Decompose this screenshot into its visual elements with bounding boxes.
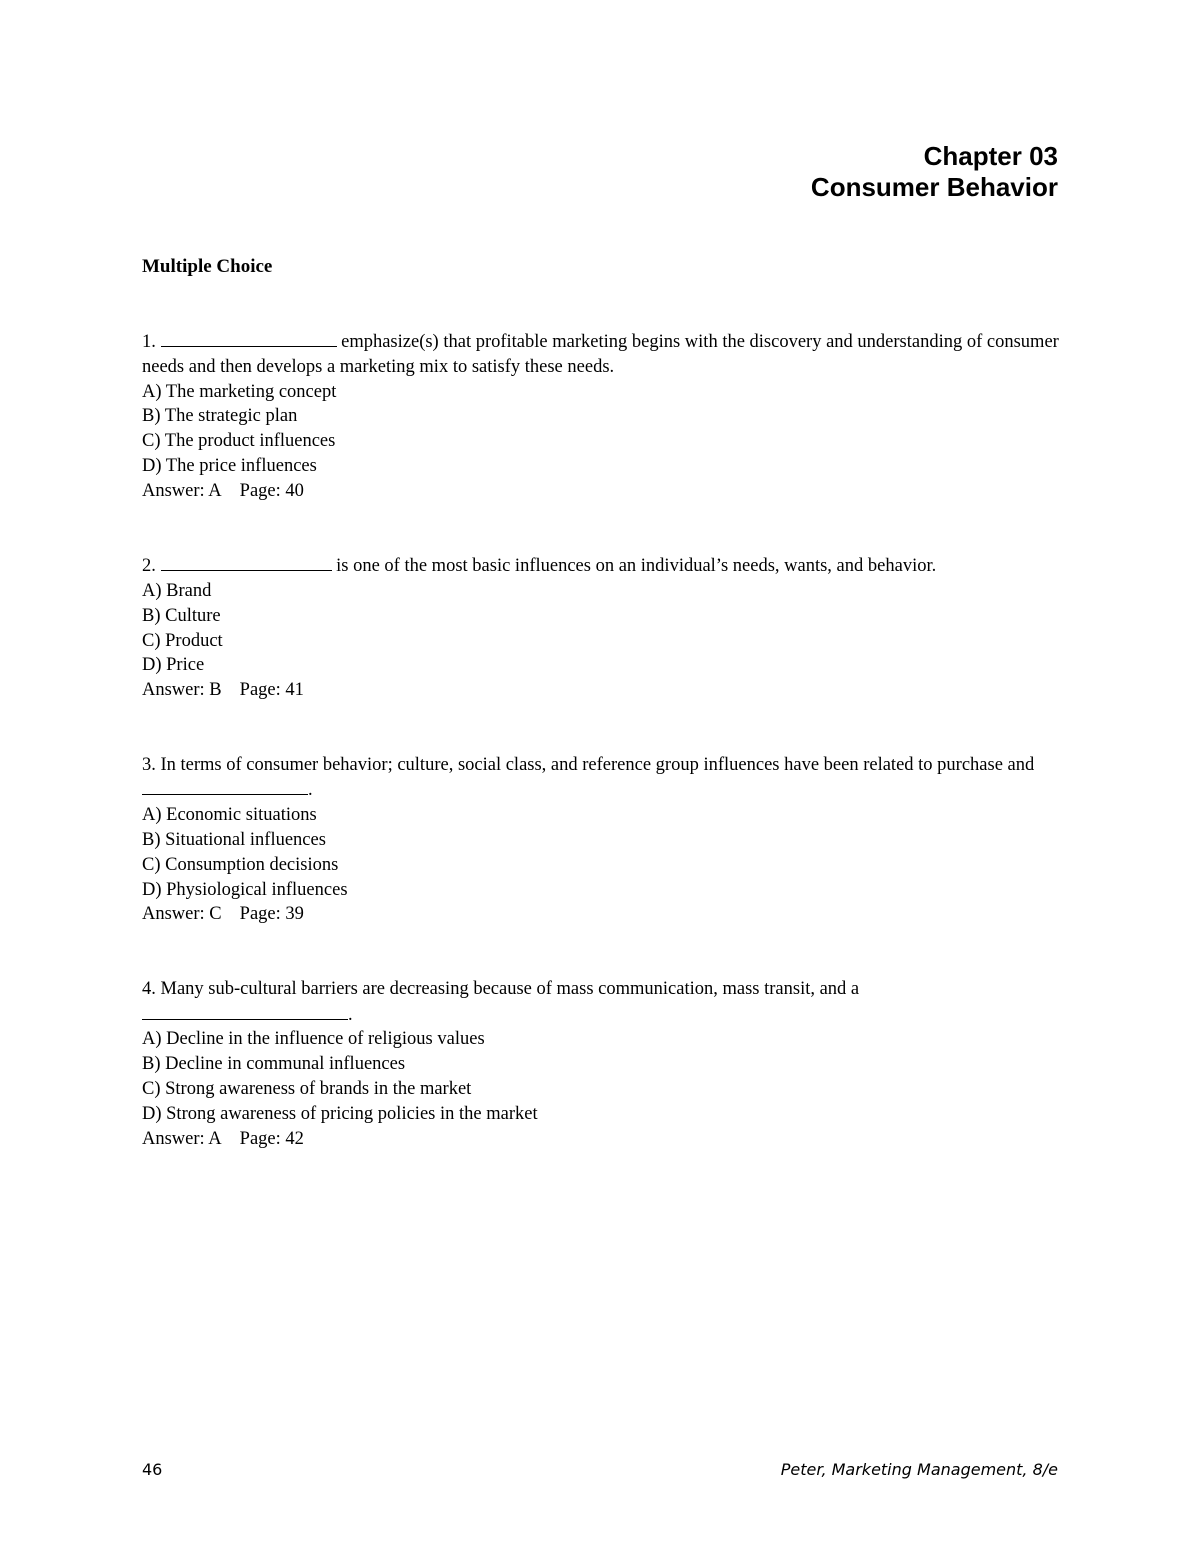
question-text-before: In terms of consumer behavior; culture, social class, and reference group influences have been related to purchase and bbox=[155, 754, 1035, 775]
question-text-before: Many sub-cultural barriers are decreasing because of mass communication, mass transit, and a bbox=[155, 978, 860, 999]
question-stem bbox=[142, 329, 1062, 380]
answer-letter: Answer: A bbox=[142, 480, 222, 501]
answer-option: D) Strong awareness of pricing policies in the market bbox=[142, 1103, 538, 1124]
answer-letter: Answer: A bbox=[142, 1128, 222, 1149]
question-stem bbox=[142, 553, 1062, 579]
answer-page: Page: 42 bbox=[239, 1128, 304, 1149]
answer-page: Page: 41 bbox=[239, 680, 304, 701]
question-list bbox=[142, 329, 1062, 1201]
answer-option: D) The price influences bbox=[142, 455, 317, 476]
answer-key bbox=[142, 1127, 1062, 1152]
question-number: 2. bbox=[142, 556, 156, 577]
question-item bbox=[142, 553, 1062, 703]
answer-option: C) Consumption decisions bbox=[142, 854, 339, 875]
answer-option: A) Economic situations bbox=[142, 805, 317, 826]
answer-blank bbox=[161, 329, 337, 347]
answer-option: B) Situational influences bbox=[142, 829, 326, 850]
answer-key bbox=[142, 479, 1062, 504]
question-text-after: . bbox=[308, 780, 313, 801]
answer-page: Page: 39 bbox=[239, 904, 304, 925]
question-item bbox=[142, 329, 1062, 504]
answer-page: Page: 40 bbox=[239, 480, 304, 501]
question-item bbox=[142, 977, 1062, 1152]
answer-key bbox=[142, 678, 1062, 703]
question-number: 4. bbox=[142, 978, 156, 999]
answer-letter: Answer: B bbox=[142, 680, 222, 701]
answer-option: C) Product bbox=[142, 630, 223, 651]
chapter-number: Chapter 03 bbox=[923, 141, 1058, 171]
answer-letter: Answer: C bbox=[142, 904, 222, 925]
question-stem bbox=[142, 753, 1062, 804]
chapter-header bbox=[811, 141, 1058, 203]
answer-blank bbox=[142, 1002, 348, 1020]
answer-option: A) The marketing concept bbox=[142, 381, 337, 402]
answer-option: B) Decline in communal influences bbox=[142, 1054, 406, 1075]
question-text-after: is one of the most basic influences on an individual’s needs, wants, and behavior. bbox=[331, 556, 937, 577]
question-text-after: emphasize(s) that profitable marketing begins with the discovery and understanding of consumer needs and then develops a marketing mix to satisfy these needs. bbox=[142, 332, 1059, 377]
answer-option: A) Decline in the influence of religious values bbox=[142, 1029, 485, 1050]
footer-page-number: 46 bbox=[142, 1460, 163, 1479]
footer-source: Peter, Marketing Management, 8/e bbox=[780, 1460, 1058, 1479]
question-item bbox=[142, 753, 1062, 928]
answer-option: B) Culture bbox=[142, 605, 221, 626]
question-number: 3. bbox=[142, 754, 156, 775]
answer-blank bbox=[142, 777, 308, 795]
question-stem bbox=[142, 977, 1062, 1028]
chapter-title: Consumer Behavior bbox=[810, 172, 1058, 202]
answer-option: D) Physiological influences bbox=[142, 879, 348, 900]
question-number: 1. bbox=[142, 332, 156, 352]
answer-option: C) Strong awareness of brands in the market bbox=[142, 1078, 472, 1099]
answer-option: D) Price bbox=[142, 655, 205, 676]
answer-key bbox=[142, 902, 1062, 927]
answer-option: B) The strategic plan bbox=[142, 406, 298, 427]
answer-option: A) Brand bbox=[142, 580, 212, 601]
section-heading: Multiple Choice bbox=[142, 256, 273, 277]
question-text-after: . bbox=[348, 1004, 353, 1025]
answer-option: C) The product influences bbox=[142, 431, 336, 452]
answer-blank bbox=[161, 553, 332, 571]
